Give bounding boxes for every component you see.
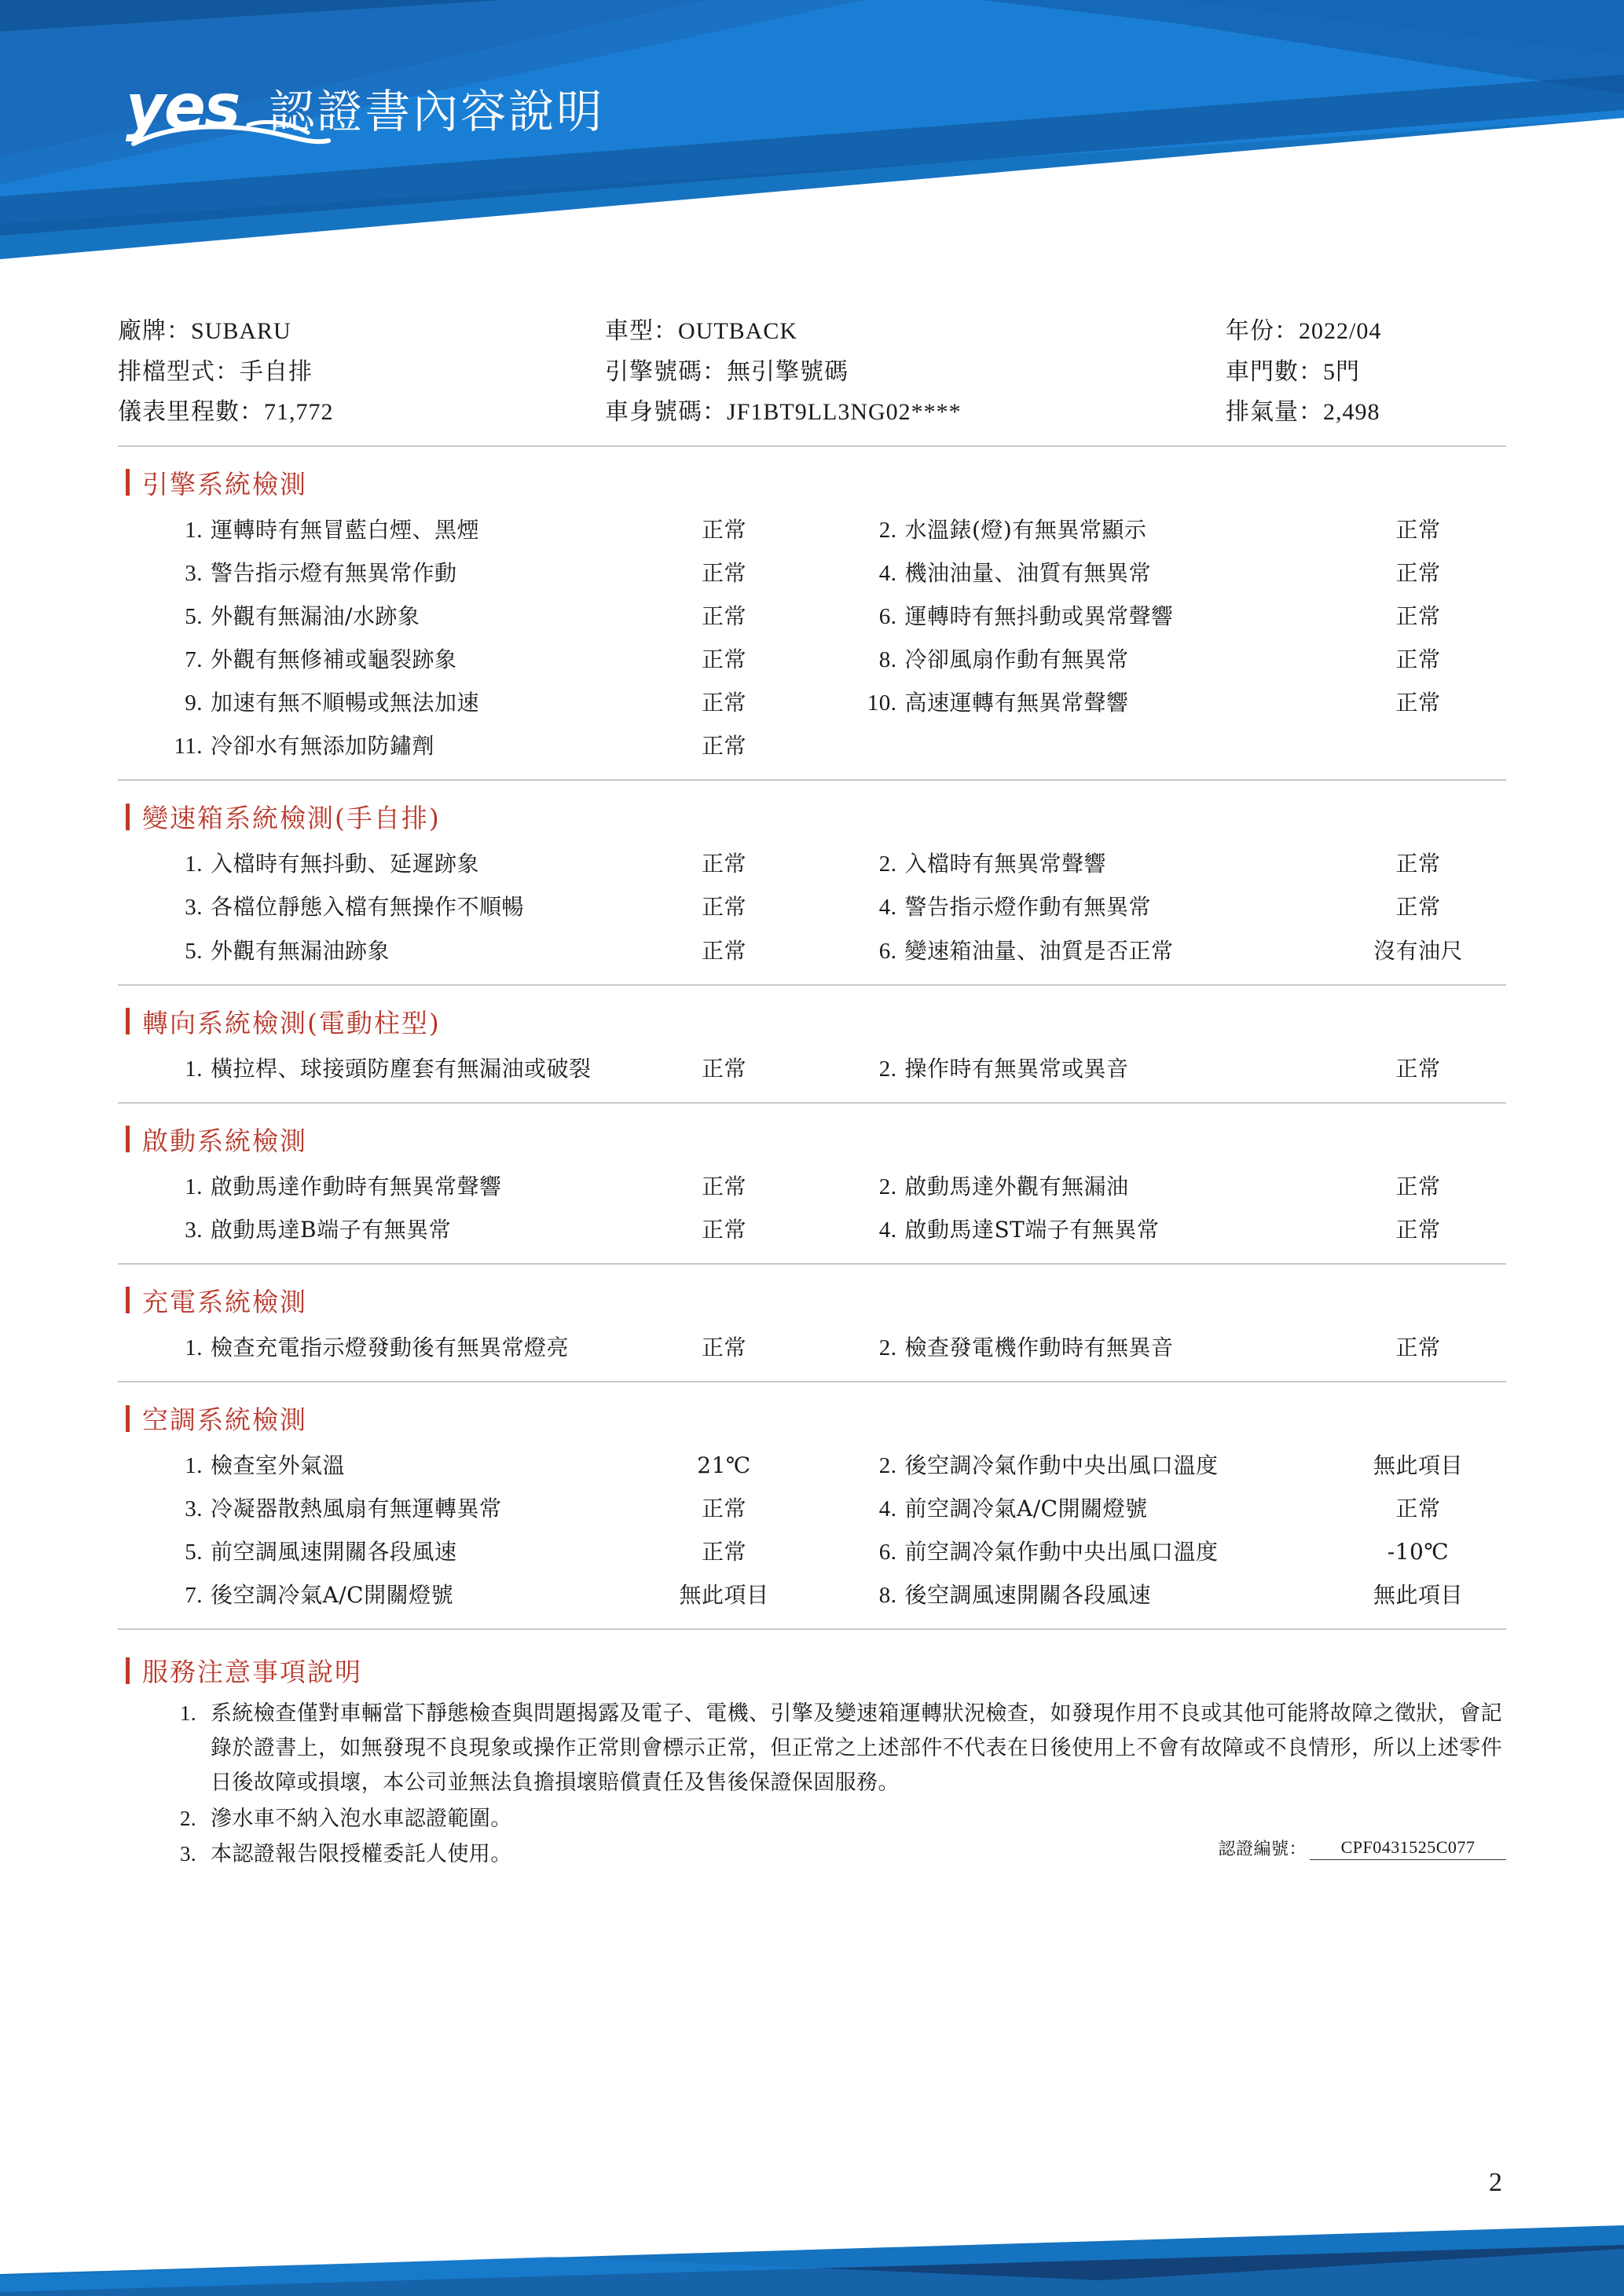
item-value: 正常 [701,733,746,760]
item-text: 啟動馬達B端子有無異常 [211,1216,452,1243]
item-number: 11. [174,734,203,760]
vehicle-transmission-value: 手自排 [240,358,313,385]
item-text: 運轉時有無抖動或異常聲響 [904,602,1174,629]
item-number: 1. [185,1453,203,1478]
vehicle-model [605,311,1226,352]
item-number: 4. [878,560,897,586]
item-number: 6. [878,938,897,964]
footer-banner-graphic [0,2202,1624,2296]
section-header [118,1265,1506,1327]
vehicle-doors-value: 5門 [1323,358,1360,385]
check-item [812,552,1507,595]
item-number: 4. [878,1496,897,1522]
item-number: 2. [878,1174,897,1199]
item-text: 運轉時有無冒藍白煙、黑煙 [211,516,480,543]
item-number: 3. [185,1496,203,1522]
item-number: 2. [878,851,897,877]
note-number: 1. [179,1701,196,1726]
check-item [812,509,1507,552]
item-value: 正常 [701,851,746,877]
item-value: -10℃ [1387,1539,1450,1565]
vehicle-displacement-value: 2,498 [1323,399,1380,426]
item-text: 冷凝器散熱風扇有無運轉異常 [211,1496,502,1522]
section-marker-icon [126,1126,130,1152]
logo-text: yes [126,72,240,143]
item-value: 正常 [701,937,746,964]
check-item [118,1048,812,1091]
vehicle-info-row [118,352,1506,393]
check-item [812,843,1507,886]
section-marker-icon [126,1008,130,1034]
check-item [118,1488,812,1531]
check-item [118,1209,812,1252]
item-number: 5. [185,938,203,964]
vehicle-info-block [118,311,1506,447]
vehicle-brand-value: SUBARU [191,318,291,344]
item-text: 前空調冷氣作動中央出風口溫度 [904,1539,1219,1565]
check-item [812,886,1507,929]
section-charging [118,1265,1506,1382]
item-text: 橫拉桿、球接頭防塵套有無漏油或破裂 [211,1055,592,1082]
vehicle-mileage-label: 儀表里程數： [118,399,264,426]
section-items [118,1445,1506,1617]
vehicle-year [1226,311,1506,352]
vehicle-model-label: 車型： [605,318,678,344]
section-marker-icon [126,469,130,496]
item-text: 入檔時有無抖動、延遲跡象 [211,851,480,877]
check-item [812,930,1507,973]
vehicle-vin-label: 車身號碼： [605,399,727,426]
page-number: 2 [1489,2168,1502,2197]
item-value: 正常 [701,1216,746,1243]
item-number: 8. [878,647,897,673]
section-starter [118,1104,1506,1265]
section-transmission [118,781,1506,985]
item-value: 正常 [701,516,746,543]
item-value: 正常 [1395,690,1441,716]
vehicle-engine-number-label: 引擎號碼： [605,358,727,385]
check-item [118,682,812,725]
item-number: 1. [185,517,203,543]
item-number: 4. [878,1217,897,1243]
check-item [812,1327,1507,1370]
vehicle-displacement-label: 排氣量： [1226,399,1323,426]
item-number: 9. [185,690,203,716]
check-item [118,1166,812,1209]
item-number: 2. [878,1056,897,1082]
item-value: 正常 [701,602,746,629]
item-value: 正常 [1395,602,1441,629]
item-value: 正常 [1395,559,1441,586]
item-number: 6. [878,603,897,629]
section-marker-icon [126,1657,130,1684]
item-text: 啟動馬達作動時有無異常聲響 [211,1173,502,1199]
vehicle-vin-value: JF1BT9LL3NG02**** [727,399,962,426]
section-header [118,986,1506,1048]
note-text: 系統檢查僅對車輛當下靜態檢查與問題揭露及電子、電機、引擎及變速箱運轉狀況檢查，如發現作用不良或其他可能將故障之徵狀，會記錄於證書上，如無發現不良現象或操作正常則會標示正常，但正常之上述部件不代表在日後使用上不會有故障或不良情形，所以上述零件日後故障或損壞，本公司並無法負擔損壞賠償責任及售後保證保固服務。 [211,1701,1502,1795]
item-value: 正常 [701,690,746,716]
section-items [118,509,1506,769]
section-marker-icon [126,1405,130,1432]
item-value: 正常 [701,1334,746,1360]
item-text: 後空調冷氣A/C開關燈號 [211,1582,454,1609]
item-number: 3. [185,560,203,586]
item-value: 正常 [701,1055,746,1082]
item-number: 2. [878,1335,897,1360]
item-value: 正常 [701,559,746,586]
item-number: 4. [878,895,897,921]
check-item [118,509,812,552]
check-item [812,639,1507,682]
certificate-number-label: 認證編號： [1218,1840,1307,1860]
item-value: 21℃ [697,1452,751,1478]
item-value: 正常 [701,646,746,673]
vehicle-transmission-label: 排檔型式： [118,358,240,385]
vehicle-doors [1226,352,1506,393]
note-item [162,1802,1506,1836]
document-body [0,292,1624,1867]
check-item [812,1048,1507,1091]
item-value: 正常 [1395,516,1441,543]
item-text: 後空調風速開關各段風速 [904,1582,1152,1609]
item-text: 外觀有無漏油跡象 [211,937,390,964]
check-item [118,595,812,639]
check-item [812,1209,1507,1252]
item-value: 正常 [1395,1334,1441,1360]
item-number: 1. [185,1174,203,1199]
item-number: 1. [185,1335,203,1360]
item-value: 正常 [701,1496,746,1522]
item-text: 警告指示燈有無異常作動 [211,559,457,586]
item-number: 5. [185,1540,203,1565]
item-number: 10. [867,690,897,716]
header-banner [0,0,1624,291]
vehicle-year-label: 年份： [1226,318,1299,344]
section-steering [118,986,1506,1104]
item-number: 2. [878,517,897,543]
item-number: 8. [878,1583,897,1609]
check-item [118,886,812,929]
section-items [118,843,1506,972]
note-item [162,1697,1506,1800]
page-title: 認證書內容說明 [269,85,605,138]
item-value: 無此項目 [679,1582,769,1609]
item-number: 2. [878,1453,897,1478]
item-value: 無此項目 [1373,1452,1463,1478]
item-text: 外觀有無漏油/水跡象 [211,602,420,629]
item-value: 正常 [1395,646,1441,673]
item-text: 啟動馬達外觀有無漏油 [904,1173,1129,1199]
section-marker-icon [126,804,130,830]
check-item [812,595,1507,639]
check-item [118,1445,812,1488]
item-text: 冷卻水有無添加防鏽劑 [211,733,435,760]
item-number: 6. [878,1540,897,1565]
item-number: 1. [185,851,203,877]
check-item [812,1574,1507,1617]
vehicle-mileage [118,392,605,433]
section-engine [118,447,1506,782]
note-number: 3. [179,1842,196,1866]
item-value: 正常 [1395,1055,1441,1082]
check-item [118,1531,812,1574]
item-text: 啟動馬達ST端子有無異常 [904,1216,1160,1243]
item-value: 沒有油尺 [1373,937,1463,964]
item-text: 水溫錶(燈)有無異常顯示 [904,516,1147,543]
item-number: 1. [185,1056,203,1082]
section-title: 變速箱系統檢測(手自排) [142,803,441,834]
section-items [118,1166,1506,1252]
vehicle-brand-label: 廠牌： [118,318,191,344]
note-text: 滲水車不納入泡水車認證範圍。 [211,1806,512,1831]
vehicle-engine-number [605,352,1226,393]
note-number: 2. [179,1806,196,1830]
section-header [118,781,1506,843]
vehicle-model-value: OUTBACK [678,318,798,344]
section-air-conditioning [118,1382,1506,1630]
notes-title: 服務注意事項說明 [142,1657,362,1688]
vehicle-brand [118,311,605,352]
section-title: 充電系統檢測 [142,1286,307,1317]
vehicle-vin [605,392,1226,433]
item-number: 5. [185,603,203,629]
check-item [118,725,812,768]
item-text: 冷卻風扇作動有無異常 [904,646,1129,673]
vehicle-info-row [118,392,1506,433]
section-header [118,1104,1506,1166]
item-text: 前空調風速開關各段風速 [211,1539,457,1565]
section-title: 引擎系統檢測 [142,468,307,500]
item-text: 前空調冷氣A/C開關燈號 [904,1496,1148,1522]
section-header [118,1382,1506,1445]
check-item [118,552,812,595]
item-value: 正常 [701,1173,746,1199]
item-text: 後空調冷氣作動中央出風口溫度 [904,1452,1219,1478]
vehicle-displacement [1226,392,1506,433]
item-number: 3. [185,895,203,921]
check-item [118,1327,812,1370]
section-items [118,1048,1506,1091]
vehicle-info-row [118,311,1506,352]
item-text: 警告指示燈作動有無異常 [904,894,1152,921]
section-header [118,447,1506,509]
section-title: 啟動系統檢測 [142,1125,307,1156]
item-text: 檢查室外氣溫 [211,1452,346,1478]
vehicle-engine-number-value: 無引擎號碼 [727,358,849,385]
item-text: 機油油量、油質有無異常 [904,559,1152,586]
section-items [118,1327,1506,1370]
footer-banner [0,2202,1624,2296]
item-number: 7. [185,1583,203,1609]
check-item [118,930,812,973]
item-number: 3. [185,1217,203,1243]
notes-header [118,1635,1506,1697]
certificate-number-value: CPF0431525C077 [1310,1837,1506,1860]
item-value: 正常 [1395,851,1441,877]
item-value: 正常 [1395,1216,1441,1243]
section-title: 空調系統檢測 [142,1404,307,1435]
check-item [812,1531,1507,1574]
item-value: 正常 [1395,1496,1441,1522]
check-item [118,1574,812,1617]
item-text: 檢查充電指示燈發動後有無異常燈亮 [211,1334,570,1360]
vehicle-doors-label: 車門數： [1226,358,1323,385]
check-item [118,843,812,886]
section-title: 轉向系統檢測(電動柱型) [142,1007,441,1038]
item-value: 正常 [1395,894,1441,921]
vehicle-transmission [118,352,605,393]
item-text: 檢查發電機作動時有無異音 [904,1334,1174,1360]
vehicle-year-value: 2022/04 [1299,318,1382,344]
vehicle-mileage-value: 71,772 [264,399,334,426]
item-text: 高速運轉有無異常聲響 [904,690,1129,716]
section-marker-icon [126,1287,130,1313]
logo-swoosh-icon [130,120,335,153]
item-value: 正常 [1395,1173,1441,1199]
item-text: 變速箱油量、油質是否正常 [904,937,1174,964]
check-item [812,682,1507,725]
item-text: 各檔位靜態入檔有無操作不順暢 [211,894,525,921]
item-value: 正常 [701,1539,746,1565]
item-text: 加速有無不順暢或無法加速 [211,690,480,716]
item-text: 操作時有無異常或異音 [904,1055,1129,1082]
check-item [812,1166,1507,1209]
item-value: 無此項目 [1373,1582,1463,1609]
check-item-empty [812,725,1507,768]
check-item [812,1445,1507,1488]
item-value: 正常 [701,894,746,921]
item-text: 入檔時有無異常聲響 [904,851,1107,877]
check-item [812,1488,1507,1531]
check-item [118,639,812,682]
item-text: 外觀有無修補或龜裂跡象 [211,646,457,673]
brand-logo [126,72,605,143]
item-number: 7. [185,647,203,673]
note-text: 本認證報告限授權委託人使用。 [211,1842,512,1867]
